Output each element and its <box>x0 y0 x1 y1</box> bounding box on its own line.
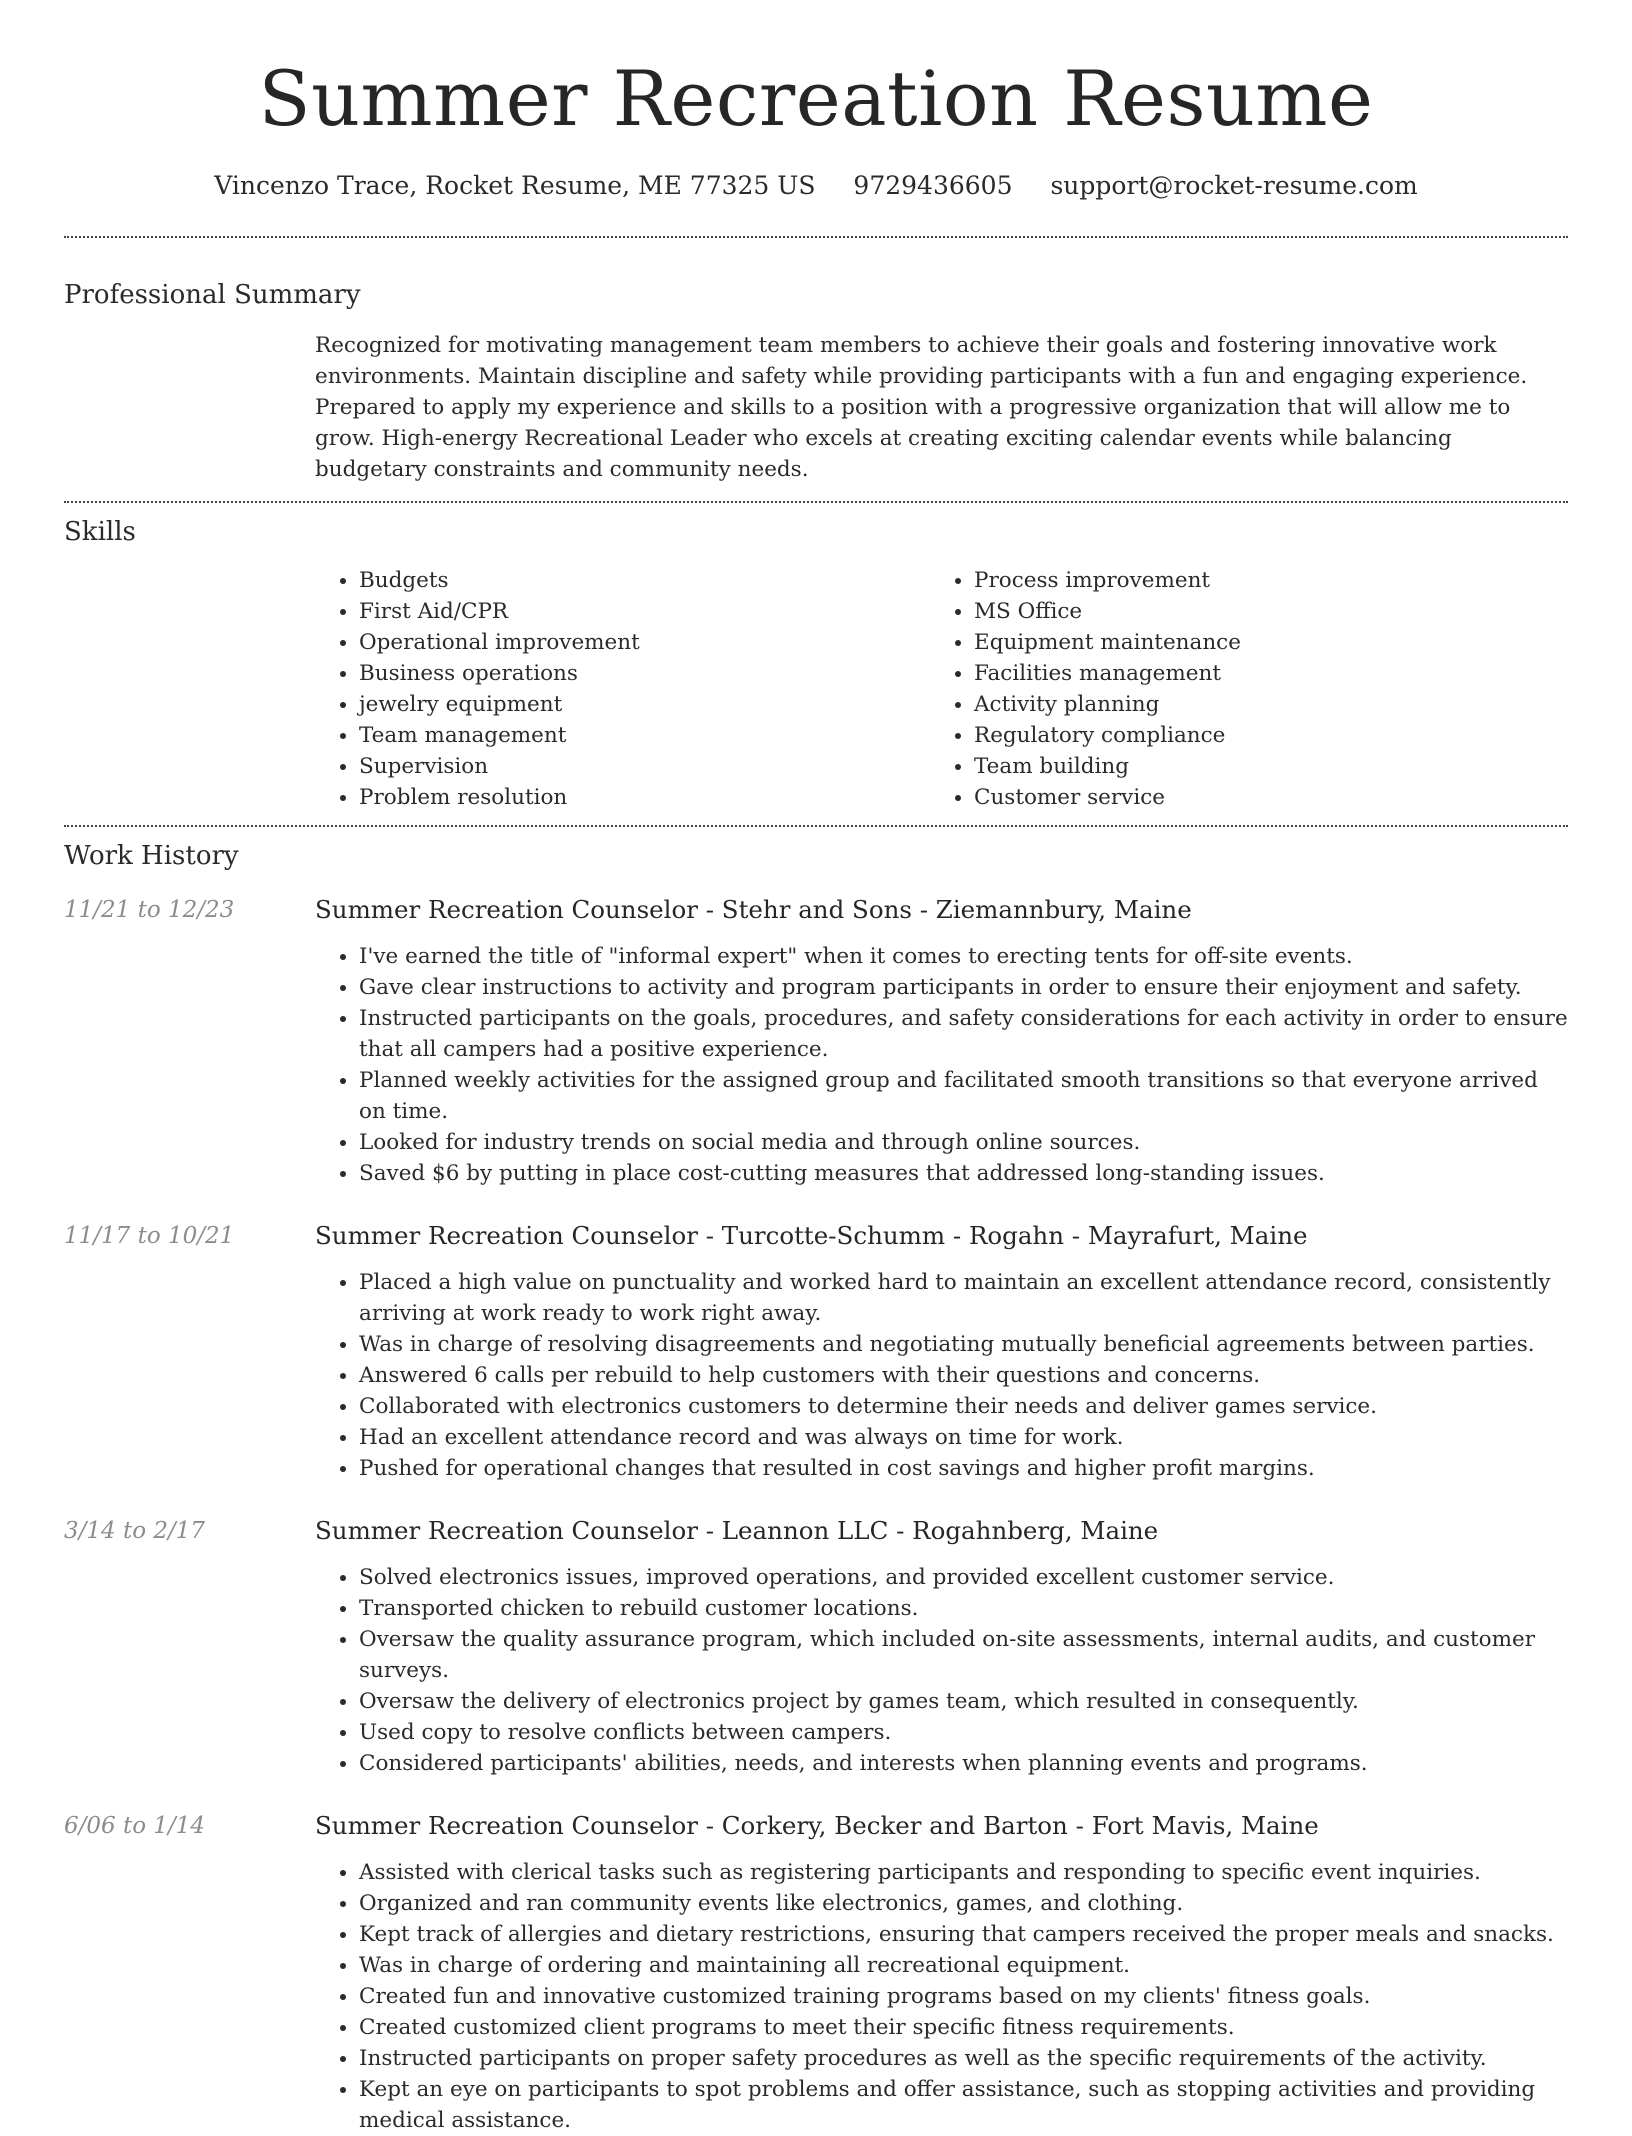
job-bullet: • Oversaw the delivery of electronics project by games team, which resulted in consequently. <box>359 1686 1568 1717</box>
job-bullet: • Kept track of allergies and dietary restrictions, ensuring that campers received the proper meals and snacks. <box>359 1919 1568 1950</box>
job-bullet: • Planned weekly activities for the assigned group and facilitated smooth transitions so that everyone arrived on time. <box>359 1065 1568 1127</box>
job-bullet: • Was in charge of ordering and maintaining all recreational equipment. <box>359 1950 1568 1981</box>
skill-item: • First Aid/CPR <box>359 596 930 627</box>
job-bullet: • Created customized client programs to meet their specific fitness requirements. <box>359 2012 1568 2043</box>
skills-list-right <box>930 565 1545 813</box>
job-bullet: • Used copy to resolve conflicts between campers. <box>359 1717 1568 1748</box>
job-bullet: • I've earned the title of "informal expert" when it comes to erecting tents for off-site events. <box>359 941 1568 972</box>
skill-item: • Facilities management <box>974 658 1545 689</box>
job-bullet: • Instructed participants on the goals, procedures, and safety considerations for each activity in order to ensure that all campers had a positive experience. <box>359 1003 1568 1065</box>
skill-item: • Budgets <box>359 565 930 596</box>
job-bullet: • Collaborated with electronics customers to determine their needs and deliver games service. <box>359 1391 1568 1422</box>
skill-item: • Team building <box>974 751 1545 782</box>
job-bullet: • Saved $6 by putting in place cost-cutting measures that addressed long-standing issues. <box>359 1158 1568 1189</box>
job-dates: 11/17 to 10/21 <box>64 1223 235 1249</box>
summary-heading: Professional Summary <box>64 280 361 310</box>
job-bullet: • Instructed participants on proper safety procedures as well as the specific requirements of the activity. <box>359 2043 1568 2074</box>
job-title: Summer Recreation Counselor - Leannon LLC - Rogahnberg, Maine <box>315 1516 1159 1545</box>
skill-item: • Activity planning <box>974 689 1545 720</box>
contact-line <box>64 170 1568 202</box>
skills-grid <box>315 565 1568 813</box>
skill-item: • Operational improvement <box>359 627 930 658</box>
job-title: Summer Recreation Counselor - Stehr and Sons - Ziemannbury, Maine <box>315 895 1192 924</box>
skill-item: • Team management <box>359 720 930 751</box>
skill-item: • Business operations <box>359 658 930 689</box>
job-title: Summer Recreation Counselor - Corkery, Becker and Barton - Fort Mavis, Maine <box>315 1811 1319 1840</box>
job-dates: 3/14 to 2/17 <box>64 1518 206 1544</box>
job-bullet: • Looked for industry trends on social media and through online sources. <box>359 1127 1568 1158</box>
skill-item: • Supervision <box>359 751 930 782</box>
contact-address: Vincenzo Trace, Rocket Resume, ME 77325 US <box>214 171 816 200</box>
job-entry <box>64 1219 1568 1484</box>
job-bullet: • Kept an eye on participants to spot problems and offer assistance, such as stopping activities and providing medical assistance. <box>359 2074 1568 2136</box>
resume-page <box>64 0 1568 2136</box>
job-bullet: • Pushed for operational changes that resulted in cost savings and higher profit margins. <box>359 1453 1568 1484</box>
job-bullet: • Gave clear instructions to activity and program participants in order to ensure their enjoyment and safety. <box>359 972 1568 1003</box>
job-bullet: • Considered participants' abilities, needs, and interests when planning events and programs. <box>359 1748 1568 1779</box>
skills-heading: Skills <box>64 517 136 547</box>
skill-item: • Customer service <box>974 782 1545 813</box>
job-bullet: • Created fun and innovative customized training programs based on my clients' fitness goals. <box>359 1981 1568 2012</box>
work-heading: Work History <box>64 841 239 871</box>
section-divider <box>64 236 1568 238</box>
job-bullet: • Was in charge of resolving disagreements and negotiating mutually beneficial agreements between parties. <box>359 1329 1568 1360</box>
job-bullet: • Had an excellent attendance record and was always on time for work. <box>359 1422 1568 1453</box>
section-divider <box>64 501 1568 503</box>
contact-phone: 9729436605 <box>853 171 1013 200</box>
job-bullet: • Placed a high value on punctuality and worked hard to maintain an excellent attendance record, consistently arriving at work ready to work right away. <box>359 1267 1568 1329</box>
section-divider <box>64 825 1568 827</box>
job-bullets <box>315 941 1568 1189</box>
resume-title: Summer Recreation Resume <box>258 54 1374 143</box>
job-bullets <box>315 1267 1568 1484</box>
job-bullets <box>315 1857 1568 2136</box>
job-bullet: • Assisted with clerical tasks such as registering participants and responding to specific event inquiries. <box>359 1857 1568 1888</box>
job-bullet: • Transported chicken to rebuild customer locations. <box>359 1593 1568 1624</box>
skill-item: • Equipment maintenance <box>974 627 1545 658</box>
job-dates: 6/06 to 1/14 <box>64 1813 206 1839</box>
skill-item: • jewelry equipment <box>359 689 930 720</box>
job-bullet: • Answered 6 calls per rebuild to help customers with their questions and concerns. <box>359 1360 1568 1391</box>
job-title: Summer Recreation Counselor - Turcotte-Schumm - Rogahn - Mayrafurt, Maine <box>315 1221 1308 1250</box>
job-bullets <box>315 1562 1568 1779</box>
job-entry <box>64 1514 1568 1779</box>
skill-item: • MS Office <box>974 596 1545 627</box>
summary-text: Recognized for motivating management team members to achieve their goals and fostering innovative work environments. Maintain discipline and safety while providing participants with a fun and engaging experience. Prepared to apply my experience and skills to a position with a progressive organization that will allow me to grow. High-energy Recreational Leader who excels at creating exciting calendar events while balancing budgetary constraints and community needs. <box>315 333 1528 482</box>
job-bullet: • Solved electronics issues, improved operations, and provided excellent customer service. <box>359 1562 1568 1593</box>
job-entry <box>64 893 1568 1189</box>
job-dates: 11/21 to 12/23 <box>64 897 235 923</box>
job-bullet: • Organized and ran community events like electronics, games, and clothing. <box>359 1888 1568 1919</box>
job-bullet: • Oversaw the quality assurance program, which included on-site assessments, internal audits, and customer surveys. <box>359 1624 1568 1686</box>
contact-email: support@rocket-resume.com <box>1050 171 1418 200</box>
skill-item: • Problem resolution <box>359 782 930 813</box>
skill-item: • Process improvement <box>974 565 1545 596</box>
job-entry <box>64 1809 1568 2136</box>
skill-item: • Regulatory compliance <box>974 720 1545 751</box>
skills-list-left <box>315 565 930 813</box>
